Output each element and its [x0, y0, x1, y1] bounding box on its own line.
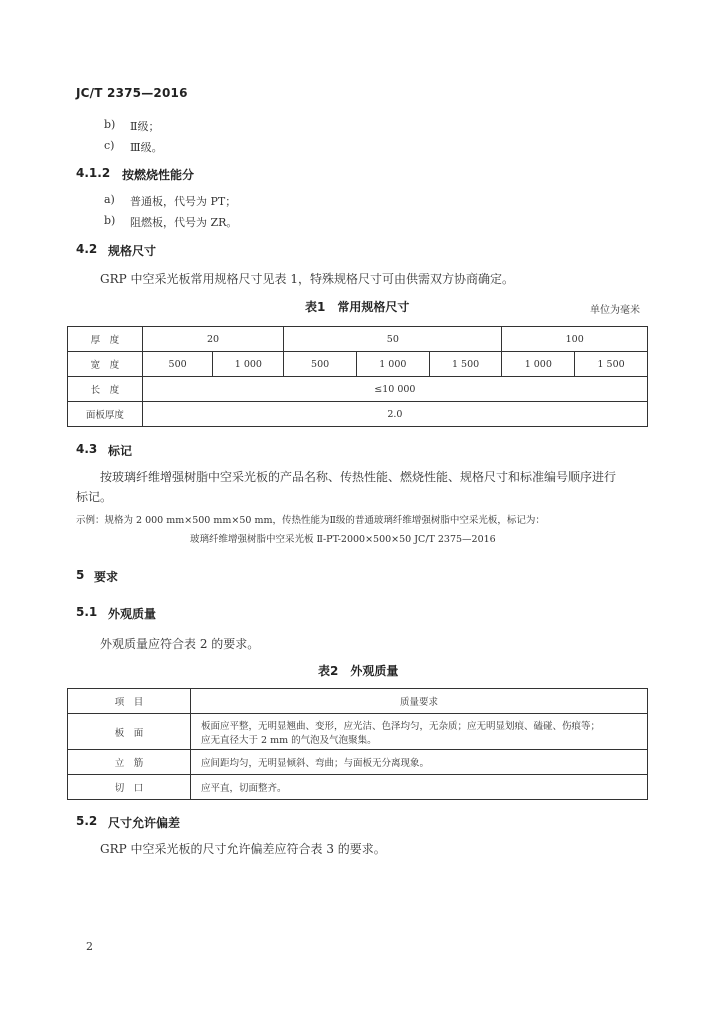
- paragraph: GRP 中空采光板的尺寸允许偏差应符合表 3 的要求。: [100, 842, 386, 856]
- table-cell: [191, 714, 648, 750]
- list-item-marker: c): [104, 139, 115, 152]
- table-cell: 100: [502, 327, 648, 352]
- paragraph: GRP 中空采光板常用规格尺寸见表 1，特殊规格尺寸可由供需双方协商确定。: [100, 272, 514, 286]
- table-cell-label: 板 面: [68, 714, 191, 750]
- table-cell: 500: [284, 352, 357, 377]
- list-item-text: Ⅲ级。: [130, 141, 163, 154]
- section-number: 5.2: [76, 814, 98, 828]
- table-unit: 单位为毫米: [590, 305, 640, 316]
- table-header-cell: 项 目: [68, 689, 191, 714]
- list-item-text: 阻燃板，代号为 ZR。: [130, 216, 238, 229]
- appearance-table: [67, 688, 648, 800]
- paragraph: 外观质量应符合表 2 的要求。: [100, 637, 260, 651]
- list-item-marker: a): [104, 193, 115, 206]
- list-item-text: 普通板，代号为 PT；: [130, 195, 237, 208]
- table-cell: 1 000: [213, 352, 284, 377]
- list-item-text: Ⅱ级；: [130, 120, 160, 133]
- table-cell-label: 切 口: [68, 775, 191, 800]
- section-number: 5.1: [76, 605, 98, 619]
- list-item-marker: b): [104, 214, 116, 227]
- table-cell: 1 000: [356, 352, 429, 377]
- section-number: 4.2: [76, 242, 98, 256]
- table-cell: 应平直，切面整齐。: [191, 775, 648, 800]
- section-number: 5: [76, 568, 85, 582]
- section-title: 要求: [94, 570, 119, 584]
- section-title: 按燃烧性能分: [122, 168, 195, 182]
- table-cell: 1 500: [429, 352, 502, 377]
- table-cell: 20: [142, 327, 284, 352]
- section-title: 外观质量: [108, 607, 157, 621]
- table-cell-label: 宽 度: [68, 352, 143, 377]
- section-number: 4.1.2: [76, 166, 111, 180]
- table-cell: ≤10 000: [142, 377, 647, 402]
- table-caption: 表2 外观质量: [318, 664, 399, 678]
- requirement-line: 板面应平整，无明显翘曲、变形，应光洁、色泽均匀，无杂质；应无明显划痕、磕碰、伤痕等；: [201, 720, 601, 732]
- page-number: 2: [86, 940, 93, 953]
- table-cell-label: 厚 度: [68, 327, 143, 352]
- paragraph: 标记。: [76, 490, 113, 504]
- section-number: 4.3: [76, 442, 98, 456]
- table-cell: 500: [142, 352, 213, 377]
- table-caption: 表1 常用规格尺寸: [305, 300, 410, 314]
- table-cell-label: 长 度: [68, 377, 143, 402]
- table-cell: 1 000: [502, 352, 575, 377]
- example-text: 示例：规格为 2 000 mm×500 mm×50 mm，传热性能为Ⅱ级的普通玻璃纤维增强树脂中空采光板，标记为：: [76, 515, 545, 526]
- table-cell: 应间距均匀，无明显倾斜、弯曲；与面板无分离现象。: [191, 750, 648, 775]
- requirement-line: 应无直径大于 2 mm 的气泡及气泡聚集。: [201, 734, 377, 746]
- table-header-cell: 质量要求: [191, 689, 648, 714]
- table-cell-label: 面板厚度: [68, 402, 143, 427]
- paragraph: 按玻璃纤维增强树脂中空采光板的产品名称、传热性能、燃烧性能、规格尺寸和标准编号顺序进行: [100, 470, 617, 484]
- example-text: 玻璃纤维增强树脂中空采光板 Ⅱ-PT-2000×500×50 JC/T 2375—2016: [190, 534, 496, 545]
- section-title: 标记: [108, 444, 133, 458]
- table-cell: 2.0: [142, 402, 647, 427]
- standard-code-header: JC/T 2375—2016: [76, 86, 188, 100]
- table-cell: 50: [284, 327, 502, 352]
- section-title: 规格尺寸: [108, 244, 157, 258]
- table-cell-label: 立 筋: [68, 750, 191, 775]
- spec-table: [67, 326, 648, 427]
- table-cell: 1 500: [575, 352, 648, 377]
- section-title: 尺寸允许偏差: [108, 816, 181, 830]
- list-item-marker: b): [104, 118, 116, 131]
